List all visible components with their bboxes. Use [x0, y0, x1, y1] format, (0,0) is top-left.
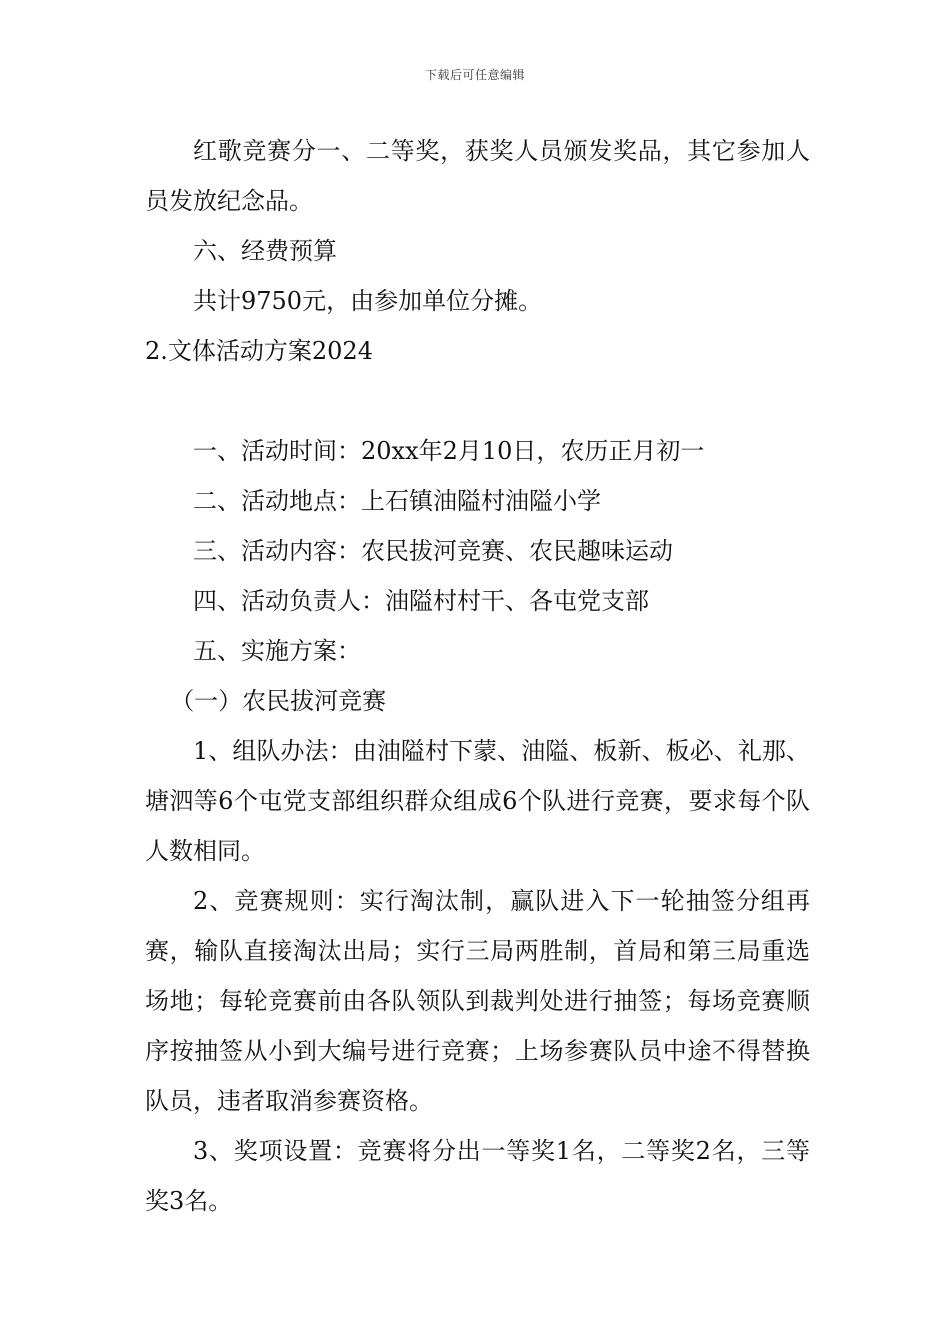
paragraph-competition-rules: 2、竞赛规则：实行淘汰制，赢队进入下一轮抽签分组再赛，输队直接淘汰出局；实行三局两胜制，首局和第三局重选场地；每轮竞赛前由各队领队到裁判处进行抽签；每场竞赛顺序按抽签从小到大编号进行竞赛；上场参赛队员中途不得替换队员，违者取消参赛资格。 — [145, 887, 810, 1115]
document-title: 2.文体活动方案2024 — [145, 337, 373, 365]
paragraph-budget-total: 共计9750元，由参加单位分摊。 — [193, 287, 543, 315]
document-body — [145, 126, 810, 1226]
paragraph-award-setup: 3、奖项设置：竞赛将分出一等奖1名，二等奖2名，三等奖3名。 — [145, 1137, 810, 1215]
paragraph-awards-song: 红歌竞赛分一、二等奖，获奖人员颁发奖品，其它参加人员发放纪念品。 — [145, 137, 810, 215]
item-activity-content: 三、活动内容：农民拔河竞赛、农民趣味运动 — [193, 537, 673, 565]
paragraph-team-formation: 1、组队办法：由油隘村下蒙、油隘、板新、板必、礼那、塘泗等6个屯党支部组织群众组成6个队进行竞赛，要求每个队人数相同。 — [145, 737, 810, 865]
section-heading-budget: 六、经费预算 — [193, 237, 337, 265]
blank-line — [145, 376, 810, 426]
item-activity-leader: 四、活动负责人：油隘村村干、各屯党支部 — [193, 587, 649, 615]
item-implementation-plan: 五、实施方案： — [193, 637, 361, 665]
subsection-tug-of-war: （一）农民拔河竞赛 — [170, 687, 387, 715]
item-activity-time: 一、活动时间：20xx年2月10日，农历正月初一 — [193, 437, 705, 465]
page-header: 下载后可任意编辑 — [424, 68, 525, 82]
item-activity-location: 二、活动地点：上石镇油隘村油隘小学 — [193, 487, 601, 515]
